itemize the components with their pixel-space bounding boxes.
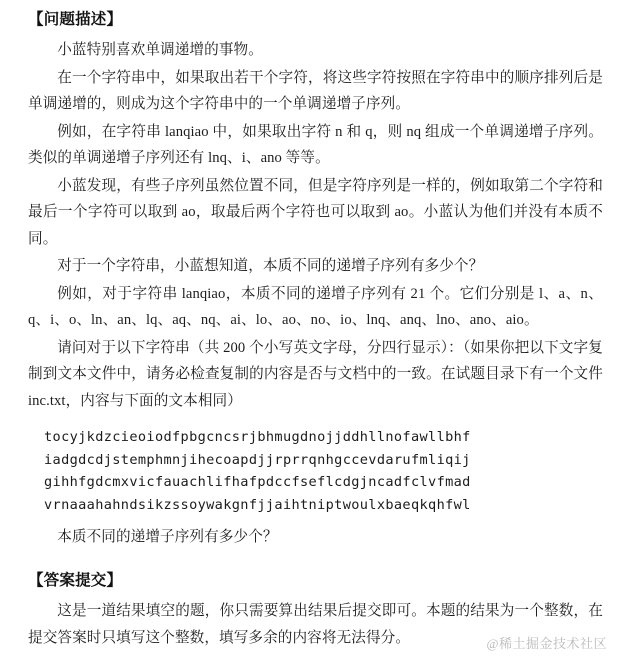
paragraph-definition: 在一个字符串中，如果取出若干个字符，将这些字符按照在字符串中的顺序排列后是单调递增的，则成为这个字符串中的一个单调递增子序列。 — [28, 69, 603, 113]
input-string-block — [28, 426, 603, 516]
paragraph-final-question: 本质不同的递增子序列有多少个？ — [57, 529, 278, 546]
input-string-line-2: iadgdcdjstemphmnjihecoapdjjrprrqnhgccevdarufmliqij — [44, 451, 471, 468]
section-heading-answer-submission: 【答案提交】 — [28, 570, 123, 589]
input-string-line-3: gihhfgdcmxvicfauachlifhafpdccfseflcdgjncadfclvfmad — [44, 474, 471, 491]
paragraph-answer-instructions: 这是一道结果填空的题，你只需要算出结果后提交即可。本题的结果为一个整数，在提交答案时只填写这个整数，填写多余的内容将无法得分。 — [28, 603, 603, 646]
paragraph-example-count: 例如，对于字符串 lanqiao，本质不同的递增子序列有 21 个。它们分别是 l、a、n、q、i、o、ln、an、lq、aq、nq、ai、lo、ao、no、io、lnq、anq、lno、ano、aio。 — [28, 285, 603, 329]
paragraph-input-note: 请问对于以下字符串（共 200 个小写英文字母，分四行显示）：（如果你把以下文字复制到文本文件中，请务必检查复制的内容是否与文档中的一致。在试题目录下有一个文件 inc.txt，内容与下面的文本相同） — [28, 339, 603, 409]
watermark: @稀土掘金技术社区 — [486, 636, 607, 651]
input-string-line-1: tocyjkdzcieoiodfpbgcncsrjbhmugdnojjddhllnofawllbhf — [44, 429, 471, 446]
paragraph-intro: 小蓝特别喜欢单调递增的事物。 — [57, 42, 263, 59]
input-string-line-4: vrnaaahahndsikzssoywakgnfjjaihtniptwoulxbaeqkqhfwl — [44, 496, 471, 513]
paragraph-example-lanqiao: 例如，在字符串 lanqiao 中，如果取出字符 n 和 q，则 nq 组成一个单调递增子序列。类似的单调递增子序列还有 lnq、i、ano 等等。 — [28, 123, 603, 167]
paragraph-question: 对于一个字符串，小蓝想知道，本质不同的递增子序列有多少个？ — [57, 258, 484, 275]
paragraph-essentially-different: 小蓝发现，有些子序列虽然位置不同，但是字符序列是一样的，例如取第二个字符和最后一个字符可以取到 ao，取最后两个字符也可以取到 ao。小蓝认为他们并没有本质不同。 — [28, 177, 603, 247]
section-heading-problem-description: 【问题描述】 — [28, 10, 123, 28]
